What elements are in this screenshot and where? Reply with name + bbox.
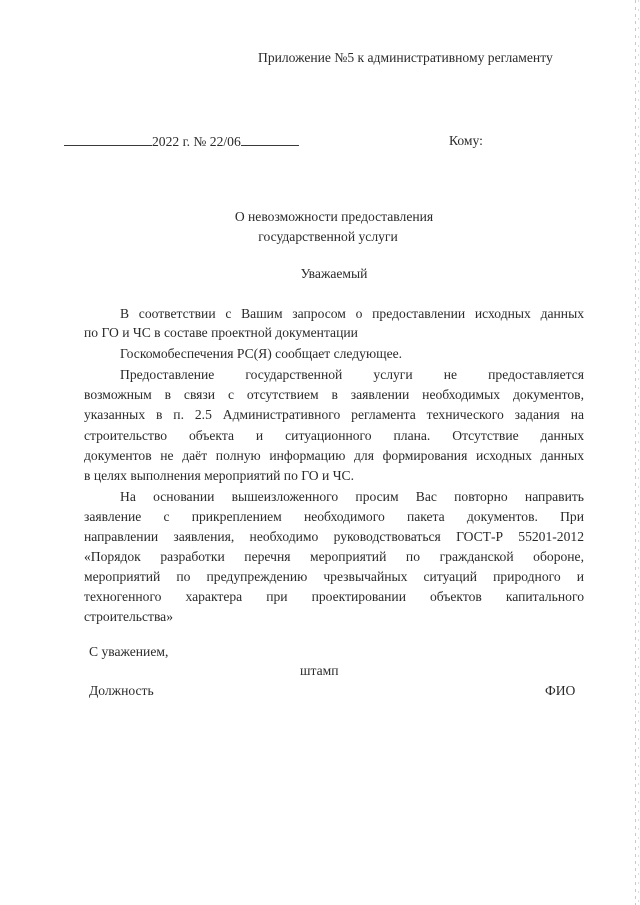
doc-date-number: 2022 г. № 22/06 <box>152 134 241 149</box>
stamp-placeholder: штамп <box>300 663 339 678</box>
body-line: «Порядок разработки перечня мероприятий по гражданской обороне, <box>84 549 584 564</box>
body-line: по ГО и ЧС в составе проектной документации <box>84 325 358 340</box>
body-line: Предоставление государственной услуги не предоставляется <box>120 367 584 382</box>
body-line: возможным в связи с отсутствием в заявлении необходимых документов, <box>84 387 584 402</box>
scan-edge <box>635 0 636 905</box>
body-line: Госкомобеспечения РС(Я) сообщает следующее. <box>120 346 403 361</box>
body-line: В соответствии с Вашим запросом о предоставлении исходных данных <box>120 306 584 321</box>
body-line: заявление с прикреплением необходимого пакета документов. При <box>84 509 584 524</box>
salutation: Уважаемый <box>300 266 368 281</box>
date-blank <box>64 133 152 146</box>
position-label: Должность <box>89 683 154 698</box>
document-date-number <box>64 133 299 150</box>
subject-line-2: государственной услуги <box>258 229 398 244</box>
scan-edge <box>638 0 639 905</box>
body-line: документов не даёт полную информацию для формирования исходных данных <box>84 448 584 463</box>
body-line: строительства» <box>84 609 174 624</box>
annex-header: Приложение №5 к административному регламенту <box>258 50 553 65</box>
subject-line-1: О невозможности предоставления <box>234 209 434 224</box>
addressee-label: Кому: <box>449 133 483 148</box>
body-line: мероприятий по предупреждению чрезвычайных ситуаций природного и <box>84 569 584 584</box>
number-blank <box>241 133 299 146</box>
closing: С уважением, <box>89 644 169 659</box>
body-line: в целях выполнения мероприятий по ГО и ЧС. <box>84 468 354 483</box>
body-line: строительство объекта и ситуационного плана. Отсутствие данных <box>84 428 584 443</box>
body-line: указанных в п. 2.5 Административного регламента технического задания на <box>84 407 584 422</box>
body-line: На основании вышеизложенного просим Вас повторно направить <box>120 489 584 504</box>
body-line: направлении заявления, необходимо руководствоваться ГОСТ-Р 55201-2012 <box>84 529 584 544</box>
body-line: техногенного характера при проектировании объектов капитального <box>84 589 584 604</box>
fio-label: ФИО <box>545 683 576 698</box>
